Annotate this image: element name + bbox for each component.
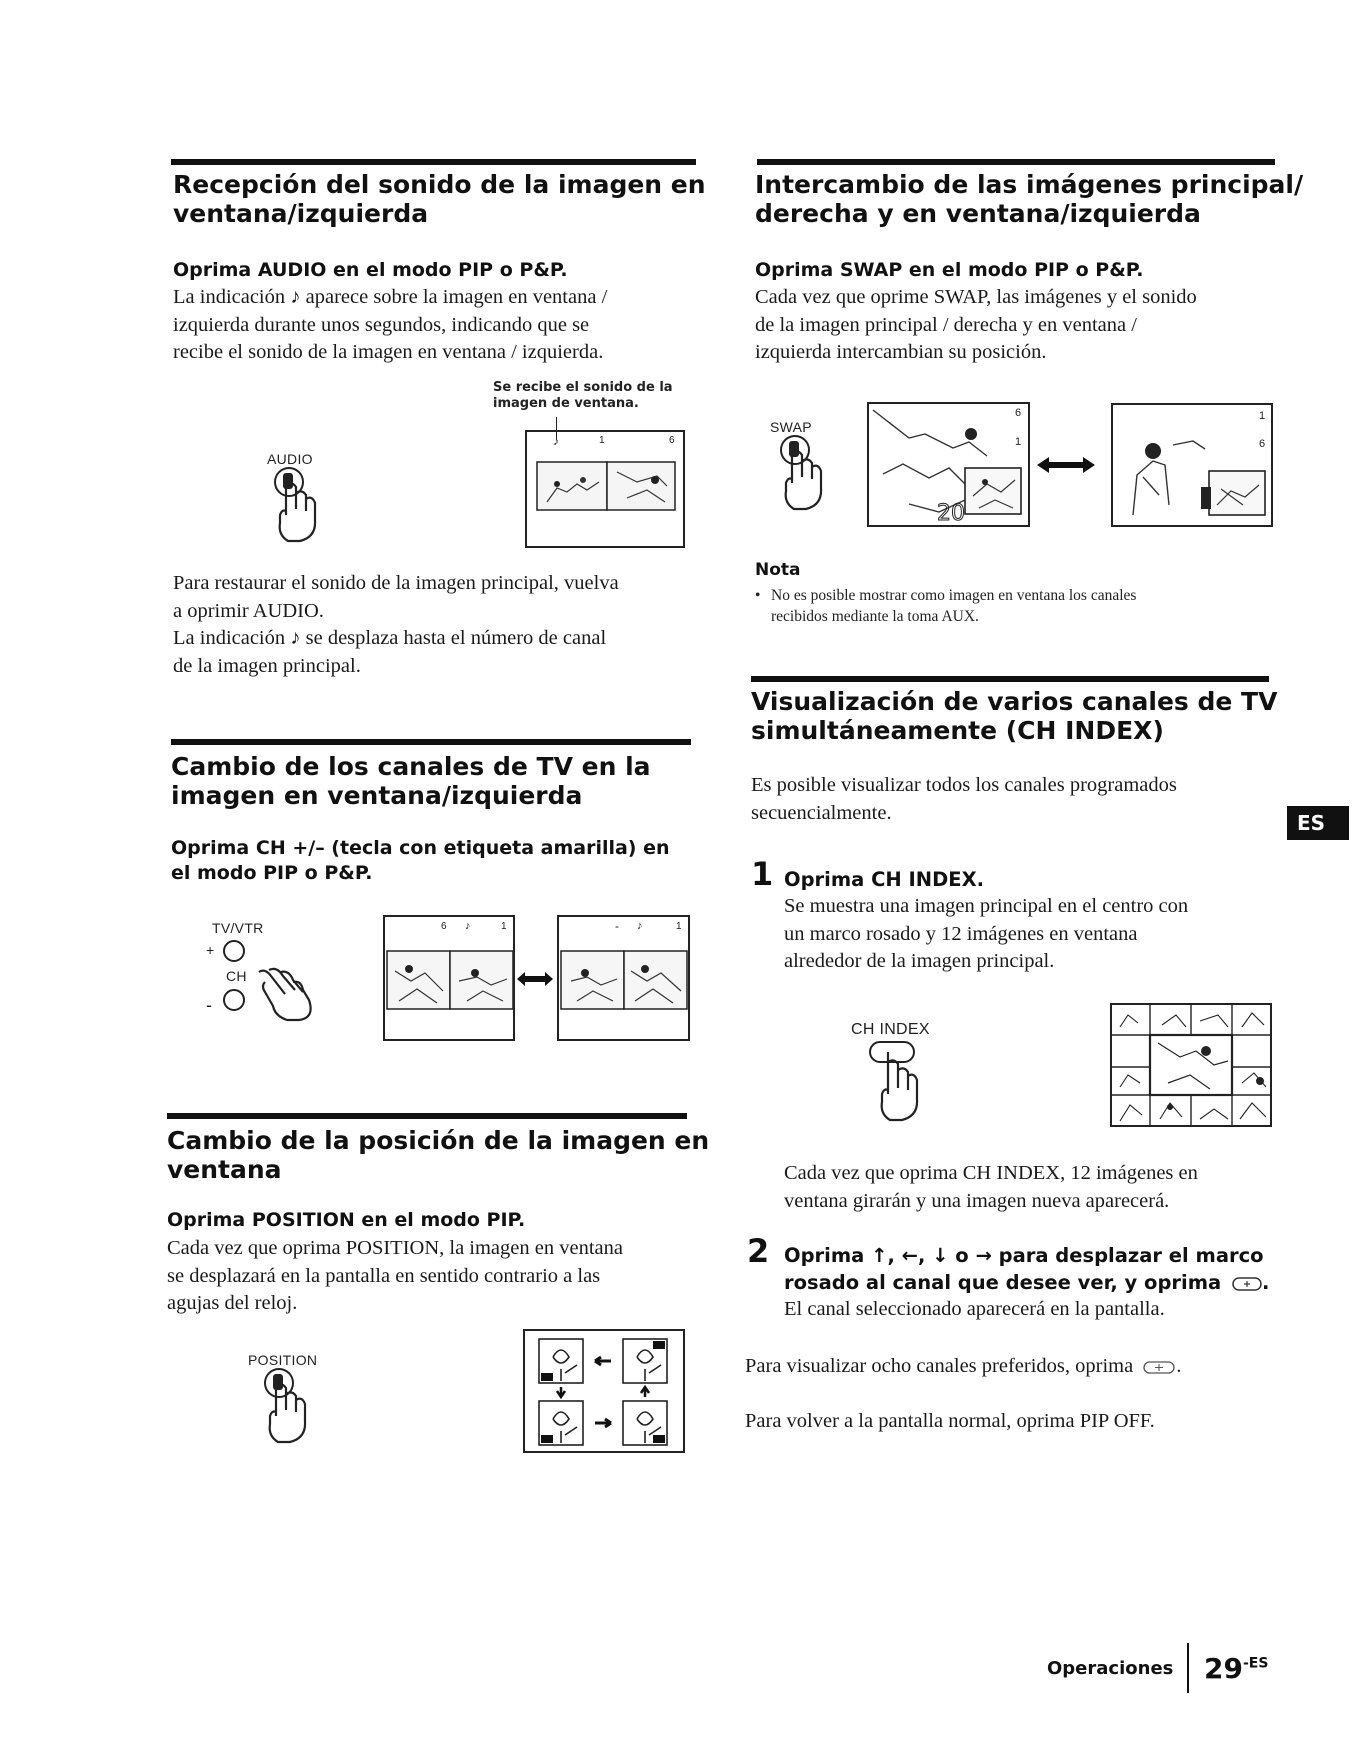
section-rule (751, 676, 1269, 682)
section-title: Recepción del sonido de la imagen en ventana/izquierda (173, 170, 706, 228)
plus-label: + (206, 942, 215, 958)
ch-minus-button-icon (222, 988, 246, 1012)
osd-channel: 6 (1259, 438, 1266, 450)
hand-press-icon (255, 966, 335, 1022)
footer-section: Operaciones (1047, 1658, 1174, 1679)
section-title: Visualización de varios canales de TV simultáneamente (CH INDEX) (751, 687, 1278, 745)
swap-button-label: SWAP (770, 419, 812, 435)
main-picture (869, 404, 1028, 525)
language-tab: ES (1287, 806, 1349, 840)
footer-divider (1187, 1643, 1189, 1693)
figure-caption: Se recibe el sonido de la imagen de ventana. (493, 380, 673, 411)
pip-pictures (387, 951, 513, 1009)
osd-audio-icon: ♪ (465, 920, 471, 932)
position-button-label: POSITION (248, 1352, 318, 1368)
svg-text:20: 20 (937, 501, 965, 526)
paragraph: El canal seleccionado aparecerá en la pantalla. (784, 1298, 1165, 1320)
instruction-heading: Oprima SWAP en el modo PIP o P&P. (755, 259, 1144, 281)
osd-channel: - (615, 919, 620, 933)
osd-channel: 1 (676, 921, 682, 932)
instruction-heading: Oprima POSITION en el modo PIP. (167, 1209, 526, 1231)
tvvtr-label: TV/VTR (212, 920, 264, 936)
pip-pictures (561, 951, 687, 1009)
osd-audio-icon: ♪ (637, 920, 643, 932)
osd-channel: 1 (1259, 410, 1266, 422)
tv-screen (867, 402, 1030, 527)
note-heading: Nota (755, 560, 801, 580)
ch-plus-button-icon (222, 939, 246, 963)
osd-channel: 1 (501, 921, 507, 932)
tv-screen (525, 430, 685, 548)
hand-press-icon (778, 433, 838, 513)
step-number: 1 (751, 855, 774, 893)
main-picture (1113, 405, 1271, 525)
step-heading: Oprima ↑, ←, ↓ o → para desplazar el marco rosado al canal que desee ver, y oprima . (784, 1244, 1270, 1294)
osd-channel: 1 (599, 435, 605, 446)
osd-channel: 6 (441, 921, 447, 932)
step-heading: Oprima CH INDEX. (784, 868, 985, 891)
swap-arrow-icon (1035, 455, 1097, 475)
instruction-heading: Oprima AUDIO en el modo PIP o P&P. (173, 259, 568, 281)
paragraph: Es posible visualizar todos los canales programados secuencialmente. (751, 774, 1177, 824)
section-rule (171, 159, 696, 165)
instruction-heading: Oprima CH +/– (tecla con etiqueta amarilla) en el modo PIP o P&P. (171, 837, 670, 884)
tv-screen (1111, 403, 1273, 527)
hand-press-icon (262, 1366, 322, 1446)
paragraph: Para visualizar ocho canales preferidos, oprima . (745, 1355, 1182, 1377)
ch-index-grid (1110, 1003, 1272, 1127)
minus-label: - (206, 995, 213, 1015)
section-title: Intercambio de las imágenes principal/ derecha y en ventana/izquierda (755, 170, 1304, 228)
pip-pictures (537, 462, 675, 510)
osd-channel: 6 (1015, 407, 1022, 419)
paragraph: Cada vez que oprime SWAP, las imágenes y el sonido de la imagen principal / derecha y en ventana / izquierda intercambian su posición. (755, 286, 1197, 363)
section-rule (167, 1113, 687, 1119)
section-rule (171, 739, 691, 745)
step-number: 2 (747, 1232, 770, 1270)
hand-press-icon (272, 465, 332, 545)
section-title: Cambio de los canales de TV en la imagen en ventana/izquierda (171, 752, 651, 810)
section-title: Cambio de la posición de la imagen en ventana (167, 1126, 710, 1184)
osd-audio-icon: ♪ (553, 434, 560, 448)
favorite-button-icon (1142, 1359, 1176, 1375)
paragraph: Se muestra una imagen principal en el centro con un marco rosado y 12 imágenes en ventana alrededor de la imagen principal. (784, 895, 1189, 972)
page-number: $29^{-ES}$ (1204, 1652, 1269, 1685)
tv-screen (557, 915, 690, 1041)
ch-label: CH (226, 968, 247, 984)
paragraph: Cada vez que oprima CH INDEX, 12 imágenes en ventana girarán y una imagen nueva aparecerá. (784, 1162, 1198, 1212)
ch-index-button-label: CH INDEX (851, 1021, 930, 1038)
section-rule (757, 159, 1275, 165)
tv-screen (383, 915, 515, 1041)
osd-channel: 6 (669, 435, 675, 446)
ok-button-icon (1232, 1276, 1262, 1292)
hand-press-icon (868, 1038, 934, 1124)
note-text: • No es posible mostrar como imagen en ventana los canales recibidos mediante la toma AUX. (755, 587, 1137, 625)
paragraph: Cada vez que oprima POSITION, la imagen en ventana se desplazará en la pantalla en sentido contrario a las agujas del reloj. (167, 1237, 623, 1314)
position-cycle-diagram (523, 1329, 685, 1453)
osd-channel: 1 (1015, 436, 1022, 448)
audio-button-label: AUDIO (267, 451, 313, 467)
swap-arrow-icon (515, 970, 555, 988)
paragraph: Para restaurar el sonido de la imagen principal, vuelva a oprimir AUDIO. La indicación ♪ se desplaza hasta el número de canal de la imagen principal. (173, 572, 619, 677)
paragraph: Para volver a la pantalla normal, oprima PIP OFF. (745, 1410, 1155, 1432)
paragraph: La indicación ♪ aparece sobre la imagen en ventana / izquierda durante unos segundos, indicando que se recibe el sonido de la imagen en ventana / izquierda. (173, 286, 608, 363)
